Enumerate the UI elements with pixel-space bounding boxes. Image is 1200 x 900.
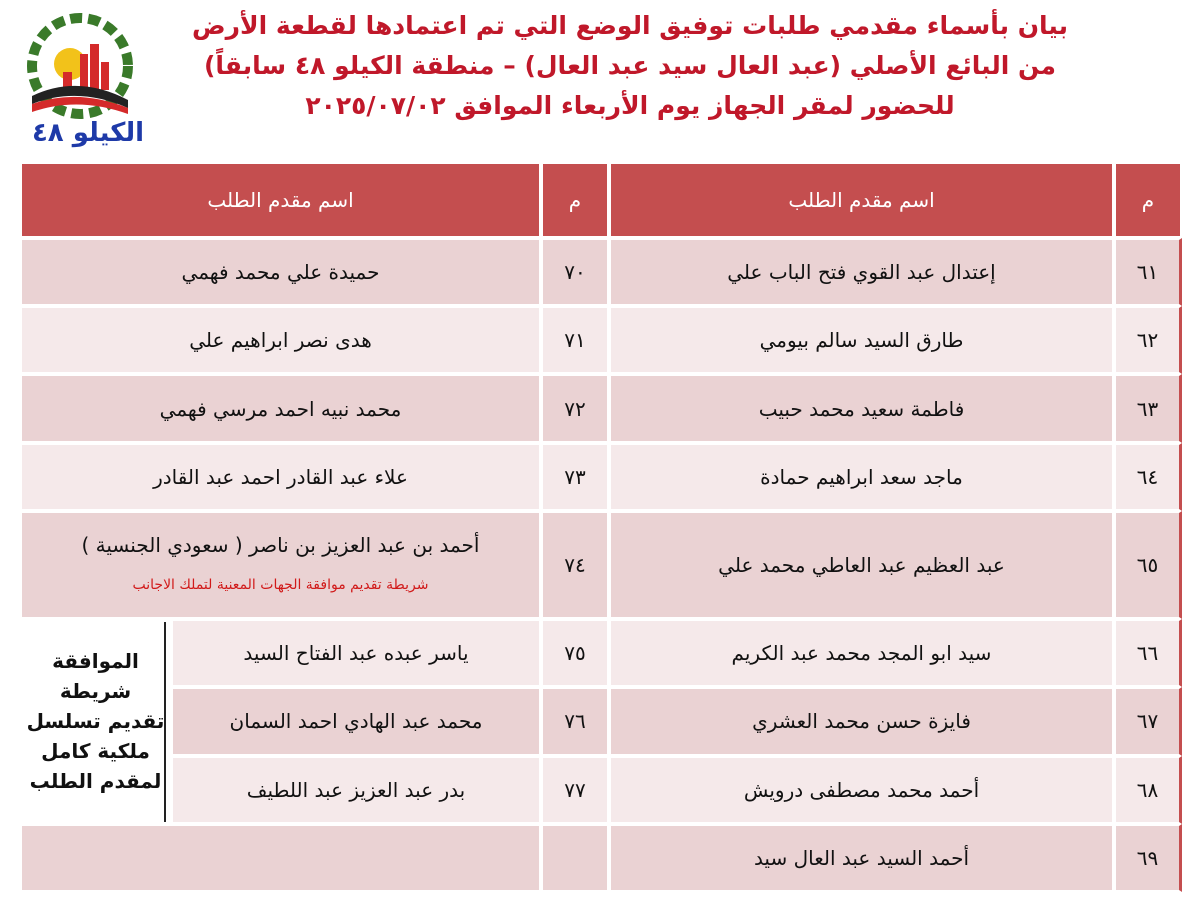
row-number: ٦٣ [1114, 374, 1182, 442]
applicant-name: إعتدال عبد القوي فتح الباب علي [609, 238, 1114, 306]
row-number: ٧٧ [541, 756, 609, 824]
applicant-name: علاء عبد القادر احمد عبد القادر [20, 443, 541, 511]
row-number: ٦١ [1114, 238, 1182, 306]
row-number: ٦٧ [1114, 687, 1182, 755]
applicant-name: أحمد محمد مصطفى درويش [609, 756, 1114, 824]
applicant-name: هدى نصر ابراهيم علي [20, 306, 541, 374]
table-row [20, 687, 1182, 755]
table-row [20, 443, 1182, 511]
applicant-name: أحمد بن عبد العزيز بن ناصر ( سعودي الجنسية ) [81, 532, 480, 557]
row-number: ٦٨ [1114, 756, 1182, 824]
row-number: ٧٠ [541, 238, 609, 306]
row-number: ٦٦ [1114, 619, 1182, 687]
header-line-2: من البائع الأصلي (عبد العال سيد عبد العال) – منطقة الكيلو ٤٨ سابقاً) [203, 51, 1057, 80]
side-note-divider [164, 622, 166, 822]
table-row [20, 824, 1182, 892]
logo-caption: الكيلو ٤٨ [31, 118, 145, 148]
row-number: ٦٩ [1114, 824, 1182, 892]
table-row [20, 756, 1182, 824]
row-number: ٧١ [541, 306, 609, 374]
table-header-row [20, 162, 1182, 238]
row-number: ٧٤ [541, 511, 609, 619]
applicant-name [20, 824, 541, 892]
applicant-name: محمد نبيه احمد مرسي فهمي [20, 374, 541, 442]
applicant-name: ماجد سعد ابراهيم حمادة [609, 443, 1114, 511]
table-row [20, 511, 1182, 619]
applicant-name: فاطمة سعيد محمد حبيب [609, 374, 1114, 442]
header-line-1: بيان بأسماء مقدمي طلبات توفيق الوضع التي تم اعتمادها لقطعة الأرض [191, 11, 1069, 40]
applicant-name: فايزة حسن محمد العشري [609, 687, 1114, 755]
row-number: ٦٥ [1114, 511, 1182, 619]
row-number: ٧٣ [541, 443, 609, 511]
side-condition-note [20, 619, 171, 824]
applicant-name: أحمد السيد عبد العال سيد [609, 824, 1114, 892]
row-number: ٦٤ [1114, 443, 1182, 511]
applicant-name: حميدة علي محمد فهمي [20, 238, 541, 306]
applicant-name: بدر عبد العزيز عبد اللطيف [171, 756, 541, 824]
applicant-name: محمد عبد الهادي احمد السمان [171, 687, 541, 755]
row-number: ٧٦ [541, 687, 609, 755]
side-note-text: الموافقة شريطة تقديم تسلسل ملكية كامل لمقدم الطلب [26, 649, 165, 794]
header-line-3: للحضور لمقر الجهاز يوم الأربعاء الموافق ٢٠٢٥/٠٧/٠٢ [305, 91, 955, 120]
table-row [20, 374, 1182, 442]
applicant-name: عبد العظيم عبد العاطي محمد علي [609, 511, 1114, 619]
header-name-left: اسم مقدم الطلب [20, 162, 541, 238]
row-number: ٧٥ [541, 619, 609, 687]
applicant-name-cell [20, 511, 541, 619]
header-num-left: م [541, 162, 609, 238]
row-number: ٦٢ [1114, 306, 1182, 374]
row-number: ٧٢ [541, 374, 609, 442]
condition-note: شريطة تقديم موافقة الجهات المعنية لتملك الاجانب [132, 576, 429, 593]
document-header [180, 6, 1080, 126]
table-row [20, 238, 1182, 306]
header-num-right: م [1114, 162, 1182, 238]
applicant-name: طارق السيد سالم بيومي [609, 306, 1114, 374]
header-name-right: اسم مقدم الطلب [609, 162, 1114, 238]
table-row [20, 306, 1182, 374]
applicant-name: سيد ابو المجد محمد عبد الكريم [609, 619, 1114, 687]
applicants-table [20, 162, 1182, 892]
applicant-name: ياسر عبده عبد الفتاح السيد [171, 619, 541, 687]
row-number [541, 824, 609, 892]
table-row [20, 619, 1182, 687]
